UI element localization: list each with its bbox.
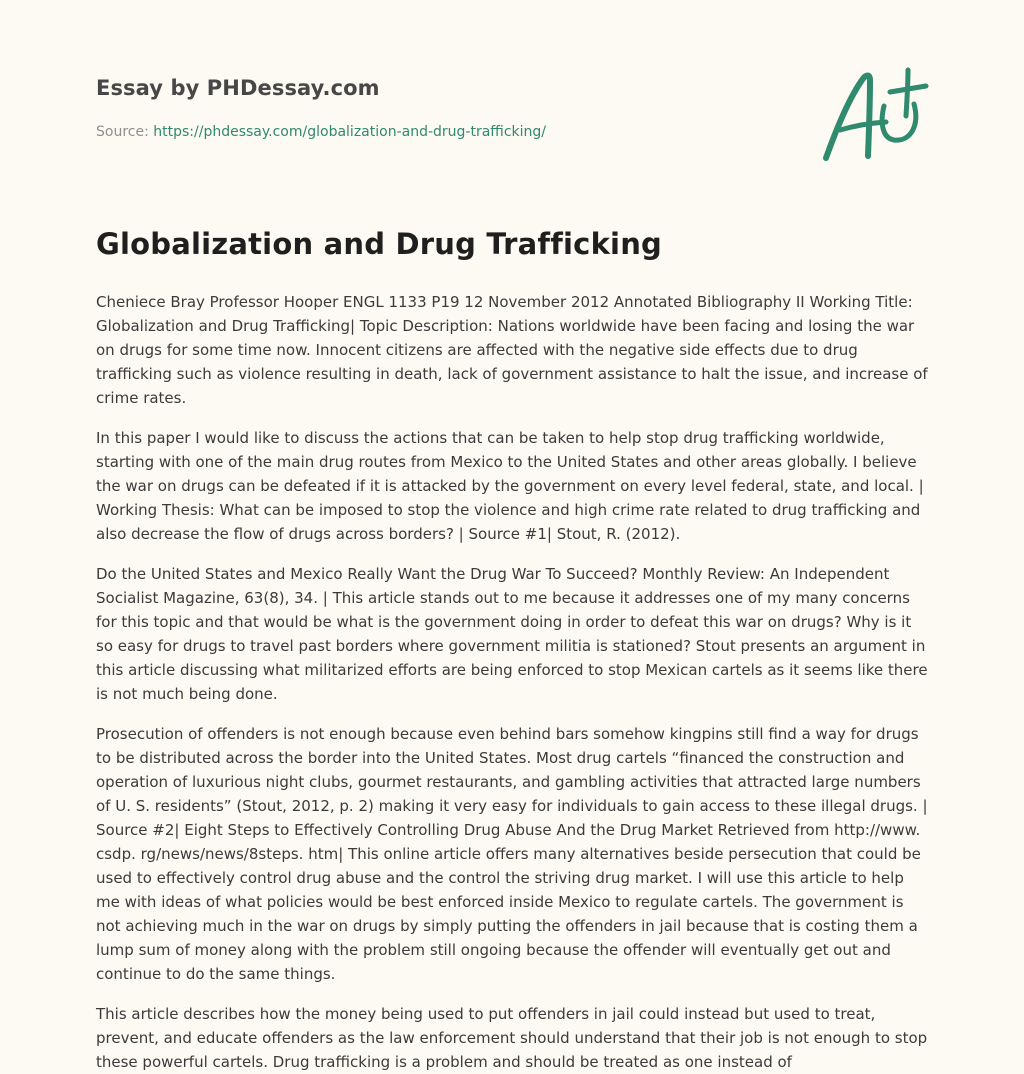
site-name: Essay by PHDessay.com: [96, 76, 380, 100]
page-header: [96, 0, 928, 200]
essay-body: [96, 290, 928, 1074]
essay-title: Globalization and Drug Trafficking: [96, 227, 662, 261]
essay-paragraph-3: Do the United States and Mexico Really Want the Drug War To Succeed? Monthly Review: An Independent Socialist Magazine, 63(8), 34. | This article stands out to me because it addresses one of my many concerns for this topic and that would be what is the government doing in order to defeat this war on drugs? Why is it so easy for drugs to travel past borders where government militia is stationed? Stout presents an argument in this article discussing what militarized efforts are being enforced to stop Mexican cartels as it seems like there is not much being done.: [96, 565, 928, 703]
essay-paragraph-1: Cheniece Bray Professor Hooper ENGL 1133 P19 12 November 2012 Annotated Bibliography II Working Title: Globalization and Drug Trafficking| Topic Description: Nations worldwide have been facing and losing the war on drugs for some time now. Innocent citizens are affected with the negative side effects due to drug trafficking such as violence resulting in death, lack of government assistance to halt the issue, and increase of crime rates.: [96, 293, 928, 407]
source-line: [96, 124, 546, 140]
essay-paragraph-2: In this paper I would like to discuss the actions that can be taken to help stop drug trafficking worldwide, starting with one of the main drug routes from Mexico to the United States and other areas globally. I believe the war on drugs can be defeated if it is attacked by the government on every level federal, state, and local. | Working Thesis: What can be imposed to stop the violence and high crime rate related to drug trafficking and also decrease the flow of drugs across borders? | Source #1| Stout, R. (2012).: [96, 429, 924, 543]
essay-paragraph-5: This article describes how the money being used to put offenders in jail could instead but used to treat, prevent, and educate offenders as the law enforcement should understand that their job is not enough to stop these powerful cartels. Drug trafficking is a problem and should be treated as one instead of: [96, 1005, 928, 1071]
essay-paragraph-4: Prosecution of offenders is not enough because even behind bars somehow kingpins still find a way for drugs to be distributed across the border into the United States. Most drug cartels “financed the construction and operation of luxurious night clubs, gourmet restaurants, and gambling activities that attracted large numbers of U. S. residents” (Stout, 2012, p. 2) making it very easy for individuals to gain access to these illegal drugs. | Source #2| Eight Steps to Effectively Controlling Drug Abuse And the Drug Market Retrieved from http://www. csdp. rg/news/news/8steps. htm| This online article offers many alternatives beside persecution that could be used to effectively control drug abuse and the control the striving drug market. I will use this article to help me with ideas of what policies would be best enforced inside Mexico to regulate cartels. The government is not achieving much in the war on drugs by simply putting the offenders in jail because that is costing them a lump sum of money along with the problem still ongoing because the offender will eventually get out and continue to do the same things.: [96, 725, 928, 983]
a-plus-logo-icon: [822, 64, 932, 168]
source-link[interactable]: https://phdessay.com/globalization-and-drug-trafficking/: [153, 124, 546, 140]
source-label: Source:: [96, 124, 149, 140]
